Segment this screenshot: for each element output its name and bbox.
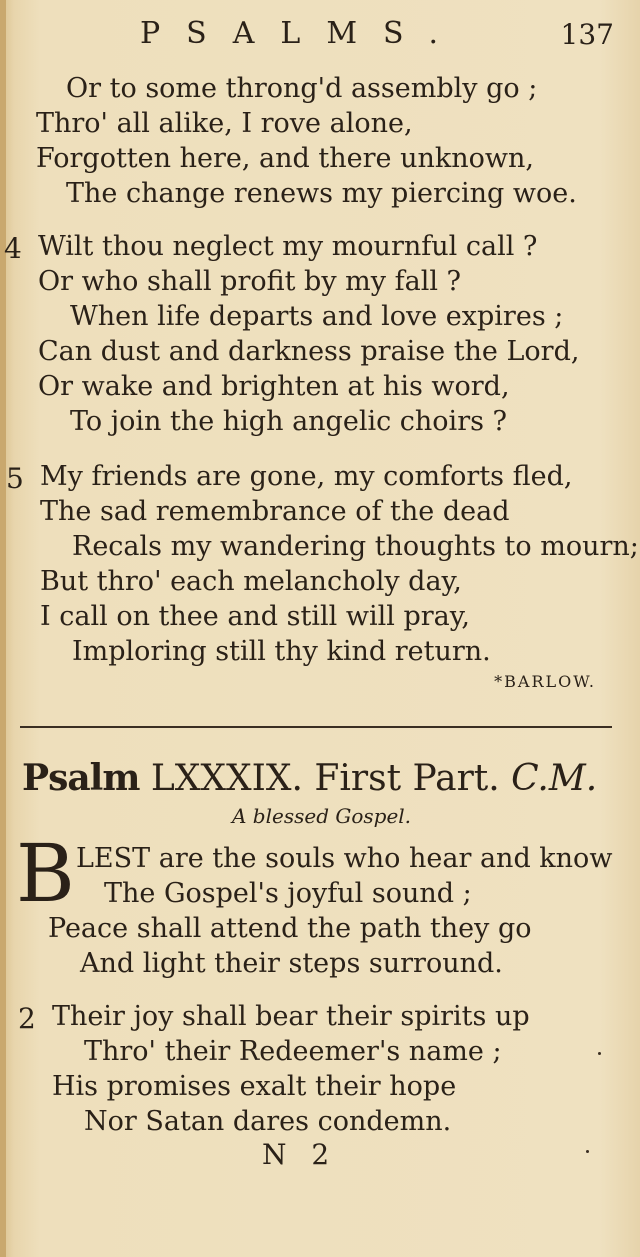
section-divider [20, 726, 612, 728]
stanza-number: 4 [4, 232, 22, 265]
verse-line: LEST are the souls who hear and know [76, 843, 613, 874]
verse-line: His promises exalt their hope [52, 1071, 457, 1102]
verse-line: Nor Satan dares condemn. [84, 1106, 452, 1137]
drop-cap: B [16, 827, 75, 920]
verse-line: But thro' each melancholy day, [40, 566, 462, 597]
verse-line: Can dust and darkness praise the Lord, [38, 336, 580, 367]
verse-line: When life departs and love expires ; [70, 301, 564, 332]
verse-line: And light their steps surround. [80, 948, 503, 979]
page-number: 137 [560, 18, 614, 51]
stanza-number: 2 [18, 1002, 36, 1035]
psalm-title [22, 756, 622, 801]
verse-line: I call on thee and still will pray, [40, 601, 471, 632]
verse-line: Wilt thou neglect my mournful call ? [38, 231, 538, 262]
verse-line: The Gospel's joyful sound ; [104, 878, 472, 909]
verse-line: Thro' all alike, I rove alone, [36, 108, 413, 139]
verse-line: Thro' their Redeemer's name ; [84, 1036, 502, 1067]
verse-line: Or wake and brighten at his word, [38, 371, 510, 402]
ink-speck [586, 1150, 589, 1153]
verse-line: Recals my wandering thoughts to mourn; [72, 531, 639, 562]
verse-line: My friends are gone, my comforts fled, [40, 461, 573, 492]
page-header [0, 10, 640, 50]
verse-line: Or to some throng'd assembly go ; [66, 73, 538, 104]
verse-line: Their joy shall bear their spirits up [52, 1001, 530, 1032]
verse-line: Or who shall profit by my fall ? [38, 266, 462, 297]
ink-speck [598, 1052, 601, 1055]
psalm-subtitle: A blessed Gospel. [232, 804, 412, 828]
verse-line: Imploring still thy kind return. [72, 636, 491, 667]
running-head: PSALMS. [140, 16, 465, 51]
verse-line: The change renews my piercing woe. [66, 178, 577, 209]
verse-line: To join the high angelic choirs ? [70, 406, 508, 437]
page-spine-edge [0, 0, 6, 1257]
stanza-number: 5 [6, 462, 24, 495]
verse-line: The sad remembrance of the dead [40, 496, 510, 527]
author-attribution: *BARLOW. [494, 672, 596, 691]
psalm-number: LXXXIX. First Part. [150, 758, 500, 799]
psalm-word: Psalm [22, 757, 140, 799]
verse-line: Forgotten here, and there unknown, [36, 143, 534, 174]
psalm-meter: C.M. [511, 758, 598, 799]
printer-signature: N 2 [262, 1138, 338, 1171]
verse-line: Peace shall attend the path they go [48, 913, 532, 944]
